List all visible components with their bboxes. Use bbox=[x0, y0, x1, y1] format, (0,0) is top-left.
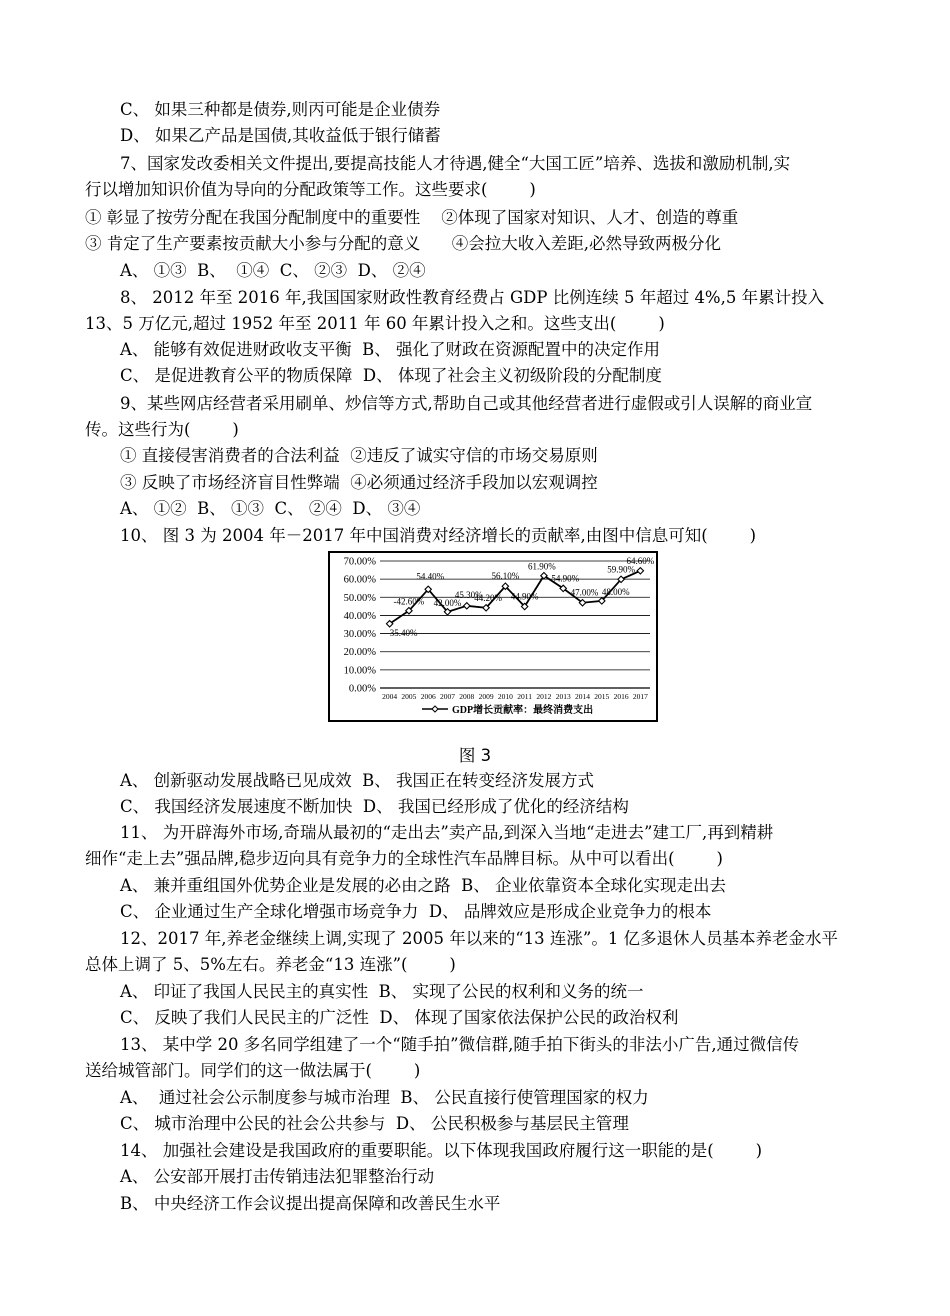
top-line-11: C、 是促进教育公平的物质保障 D、 体现了社会主义初级阶段的分配制度 bbox=[120, 366, 662, 385]
bottom-line-15: 14、 加强社会建设是我国政府的重要职能。以下体现我国政府履行这一职能的是( ) bbox=[120, 1141, 763, 1160]
y-tick-label-3: 30.00% bbox=[343, 629, 376, 641]
x-tick-label-2016: 2016 bbox=[613, 692, 629, 701]
top-line-1: C、 如果三种都是债券,则丙可能是企业债券 bbox=[120, 100, 441, 119]
x-tick-label-2012: 2012 bbox=[536, 692, 552, 701]
data-label-2009: 44.20% bbox=[474, 592, 502, 603]
bottom-line-6: C、 企业通过生产全球化增强市场竞争力 D、 品牌效应是形成企业竞争力的根本 bbox=[120, 902, 712, 921]
x-tick-label-2005: 2005 bbox=[401, 692, 417, 701]
data-label-2013: 54.90% bbox=[551, 573, 580, 584]
y-tick-label-4: 40.00% bbox=[343, 610, 376, 622]
x-tick-label-2004: 2004 bbox=[382, 692, 398, 701]
bottom-line-9: A、 印证了我国人民民主的真实性 B、 实现了公民的权利和义务的统一 bbox=[120, 982, 644, 1001]
bottom-line-8: 总体上调了 5、5%左右。养老金“13 连涨”( ) bbox=[85, 955, 456, 974]
bottom-line-11: 13、 某中学 20 多名同学组建了一个“随手拍”微信群,随手拍下街头的非法小广告,通过微信传 bbox=[120, 1035, 800, 1054]
x-tick-label-2014: 2014 bbox=[575, 692, 590, 701]
y-tick-label-5: 50.00% bbox=[343, 592, 376, 604]
x-tick-label-2011: 2011 bbox=[517, 692, 533, 701]
bottom-line-1: A、 创新驱动发展战略已见成效 B、 我国正在转变经济发展方式 bbox=[120, 771, 595, 790]
bottom-line-3: 11、 为开辟海外市场,奇瑞从最初的“走出去”卖产品,到深入当地“走进去”建工厂,再到精耕 bbox=[120, 823, 774, 842]
legend-label: GDP增长贡献率：最终消费支出 bbox=[452, 705, 594, 716]
x-tick-label-2009: 2009 bbox=[478, 692, 494, 701]
x-tick-label-2007: 2007 bbox=[440, 692, 455, 701]
top-line-3: 7、国家发改委相关文件提出,要提高技能人才待遇,健全“大国工匠”培养、选拔和激励机制,实 bbox=[120, 154, 791, 173]
x-tick-label-2008: 2008 bbox=[459, 692, 475, 701]
data-label-2005: -42.60% bbox=[393, 596, 425, 607]
data-label-2015: 48.00% bbox=[601, 586, 630, 597]
top-line-14: ① 直接侵害消费者的合法利益 ②违反了诚实守信的市场交易原则 bbox=[120, 446, 598, 465]
data-label-2006: 54.40% bbox=[416, 571, 445, 582]
data-label-2016: 59.90% bbox=[607, 564, 635, 575]
bottom-line-10: C、 反映了我们人民民主的广泛性 D、 体现了国家依法保护公民的政治权利 bbox=[120, 1008, 679, 1027]
bottom-line-2: C、 我国经济发展速度不断加快 D、 我国已经形成了优化的经济结构 bbox=[120, 797, 629, 816]
data-label-2012: 61.90% bbox=[528, 561, 556, 572]
legend-marker bbox=[432, 706, 438, 712]
x-tick-label-2006: 2006 bbox=[420, 692, 436, 701]
data-label-2004: 35.40% bbox=[389, 627, 418, 638]
data-label-2008: 45.30% bbox=[454, 589, 483, 600]
x-tick-label-2015: 2015 bbox=[594, 692, 610, 701]
data-label-2014: 47.00% bbox=[570, 587, 599, 598]
bottom-line-16: A、 公安部开展打击传销违法犯罪整治行动 bbox=[120, 1167, 435, 1186]
top-line-7: A、 ①③ B、 ①④ C、 ②③ D、 ②④ bbox=[120, 261, 426, 280]
data-label-2011: 44.90% bbox=[510, 591, 539, 602]
bottom-line-12: 送给城管部门。同学们的这一做法属于( ) bbox=[85, 1061, 421, 1080]
figure-caption: 图 3 bbox=[458, 746, 492, 765]
top-line-5: ① 彰显了按劳分配在我国分配制度中的重要性 ②体现了国家对知识、人才、创造的尊重 bbox=[85, 208, 739, 227]
data-label-2010: 56.10% bbox=[491, 571, 520, 582]
top-line-4: 行以增加知识价值为导向的分配政策等工作。这些要求( ) bbox=[85, 180, 536, 199]
bottom-line-14: C、 城市治理中公民的社会公共参与 D、 公民积极参与基层民主管理 bbox=[120, 1114, 629, 1133]
x-tick-label-2013: 2013 bbox=[555, 692, 571, 701]
point-2008 bbox=[464, 603, 470, 609]
bottom-line-13: A、 通过社会公示制度参与城市治理 B、 公民直接行使管理国家的权力 bbox=[120, 1088, 649, 1107]
top-line-2: D、 如果乙产品是国债,其收益低于银行储蓄 bbox=[120, 126, 441, 145]
top-line-16: A、 ①② B、 ①③ C、 ②④ D、 ③④ bbox=[120, 499, 421, 518]
top-line-13: 传。这些行为( ) bbox=[85, 420, 239, 439]
bottom-line-7: 12、2017 年,养老金继续上调,实现了 2005 年以来的“13 连涨”。1 亿多退休人员基本养老金水平 bbox=[120, 929, 839, 948]
x-tick-label-2017: 2017 bbox=[632, 692, 648, 701]
bottom-line-4: 细作“走上去”强品牌,稳步迈向具有竞争力的全球性汽车品牌目标。从中可以看出( ) bbox=[85, 849, 723, 868]
top-line-17: 10、 图 3 为 2004 年－2017 年中国消费对经济增长的贡献率,由图中信息可知( ) bbox=[120, 526, 757, 545]
top-line-12: 9、某些网店经营者采用刷单、炒信等方式,帮助自己或其他经营者进行虚假或引人误解的商业宣 bbox=[120, 394, 813, 413]
top-line-8: 8、 2012 年至 2016 年,我国国家财政性教育经费占 GDP 比例连续 5 年超过 4%,5 年累计投入 bbox=[120, 288, 825, 307]
y-tick-label-0: 0.00% bbox=[348, 683, 376, 695]
y-tick-label-7: 70.00% bbox=[343, 556, 376, 568]
top-line-15: ③ 反映了市场经济盲目性弊端 ④必须通过经济手段加以宏观调控 bbox=[120, 473, 598, 492]
top-line-6: ③ 肯定了生产要素按贡献大小参与分配的意义 ④会拉大收入差距,必然导致两极分化 bbox=[85, 234, 721, 253]
bottom-line-5: A、 兼并重组国外优势企业是发展的必由之路 B、 企业依靠资本全球化实现走出去 bbox=[120, 876, 727, 895]
y-tick-label-1: 10.00% bbox=[343, 665, 376, 677]
point-2017 bbox=[637, 568, 643, 574]
top-line-10: A、 能够有效促进财政收支平衡 B、 强化了财政在资源配置中的决定作用 bbox=[120, 340, 661, 359]
data-label-2017: 64.60% bbox=[626, 555, 655, 566]
bottom-line-17: B、 中央经济工作会议提出提高保障和改善民生水平 bbox=[120, 1194, 501, 1213]
data-label-2007: 42.00% bbox=[433, 597, 462, 608]
line-chart-svg bbox=[330, 553, 656, 720]
y-tick-label-2: 20.00% bbox=[343, 647, 376, 659]
consumption-contribution-chart bbox=[328, 551, 658, 722]
top-line-9: 13、5 万亿元,超过 1952 年至 2011 年 60 年累计投入之和。这些支出( ) bbox=[85, 314, 665, 333]
x-tick-label-2010: 2010 bbox=[497, 692, 513, 701]
y-tick-label-6: 60.00% bbox=[343, 574, 376, 586]
